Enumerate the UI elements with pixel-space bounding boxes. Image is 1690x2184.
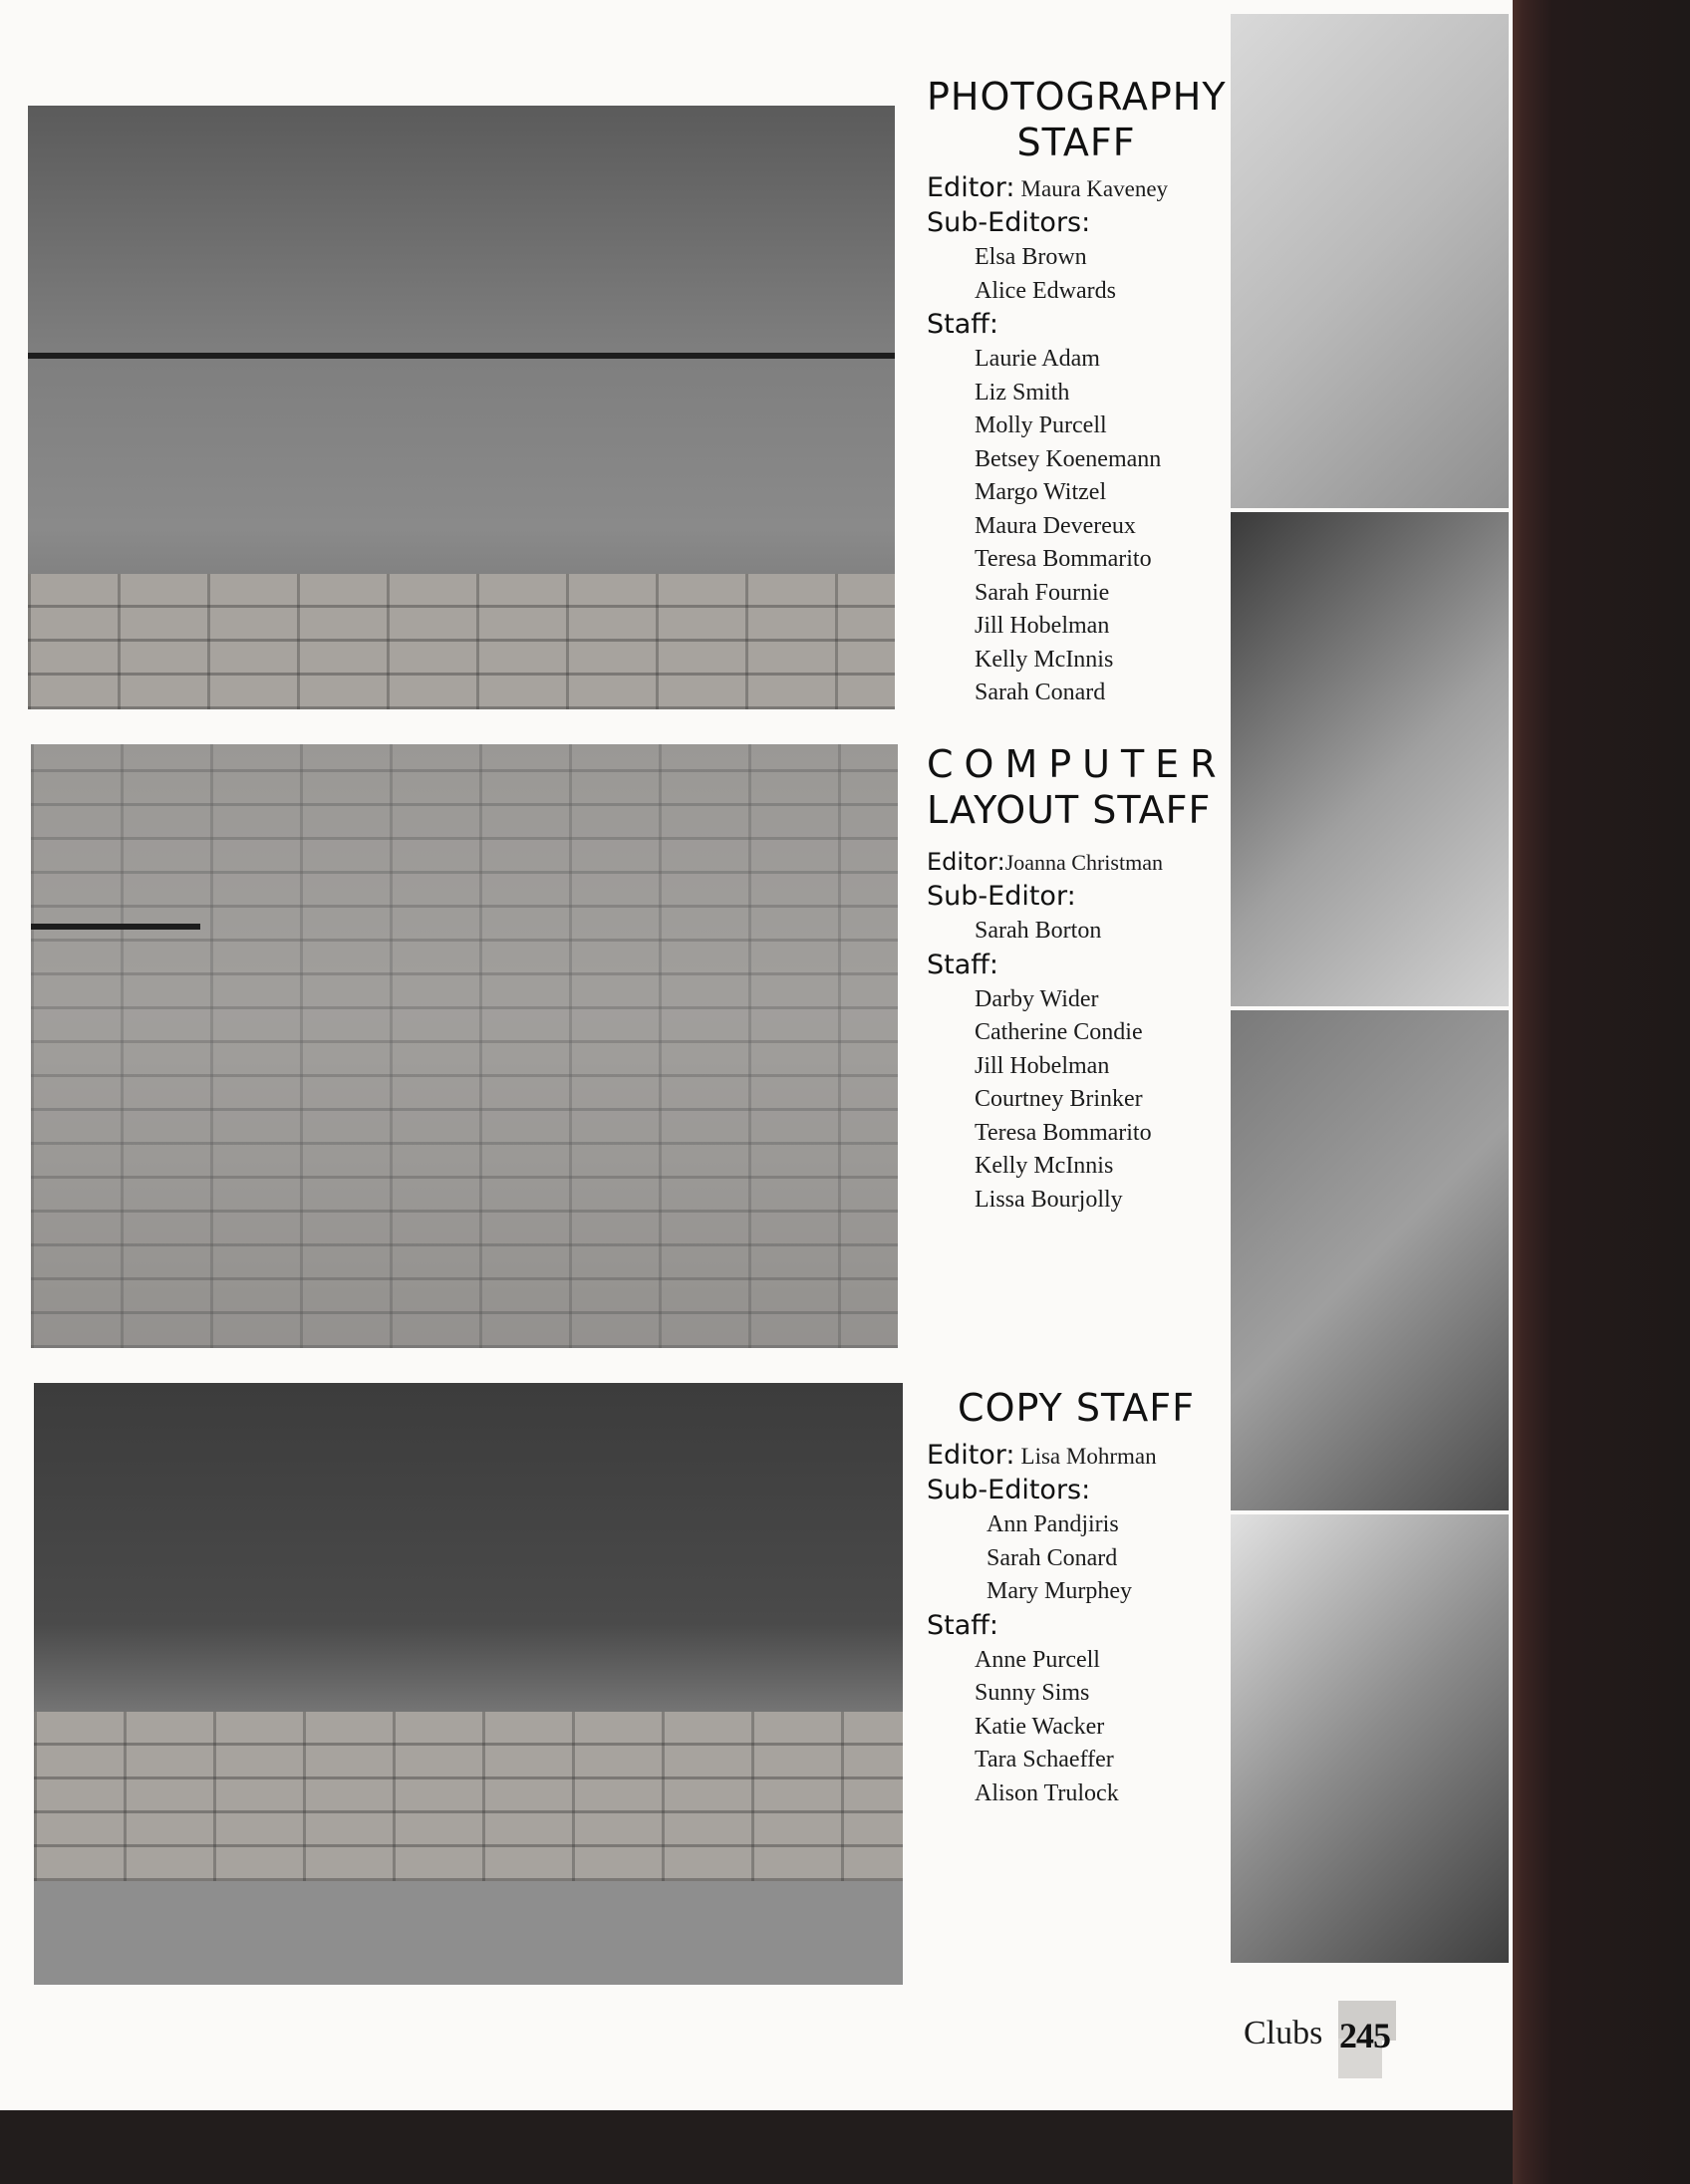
list-item: Teresa Bommarito <box>975 546 1152 572</box>
book-spine <box>1513 0 1690 2184</box>
list-item: Betsey Koenemann <box>975 445 1162 472</box>
list-item: Kelly McInnis <box>975 646 1114 673</box>
staff-label: Staff: <box>927 309 998 340</box>
staff-line <box>927 949 1226 983</box>
section-label: Clubs <box>1244 2015 1323 2051</box>
photography-staff-group-photo <box>28 106 895 709</box>
list-item: Molly Purcell <box>975 412 1107 438</box>
heading-line: COMPUTER <box>927 742 1228 786</box>
section-heading <box>927 741 1226 833</box>
list-item: Courtney Brinker <box>975 1086 1143 1112</box>
copy-staff-group-photo <box>34 1383 903 1985</box>
staff-list <box>927 343 1226 710</box>
list-item: Sarah Fournie <box>975 579 1110 606</box>
sub-editors-label: Sub-Editors: <box>927 207 1091 238</box>
candid-photo-3 <box>1231 1010 1509 1510</box>
editor-label: Editor: <box>927 172 1015 203</box>
computer-layout-staff-group-photo <box>31 744 898 1348</box>
heading-line: LAYOUT STAFF <box>927 788 1212 832</box>
page-number: 245 <box>1339 2016 1390 2055</box>
editor-name: Lisa Mohrman <box>1020 1444 1157 1469</box>
editor-label: Editor: <box>927 1440 1015 1471</box>
list-item: Catherine Condie <box>975 1019 1143 1045</box>
heading-line: COPY STAFF <box>958 1386 1195 1430</box>
heading-line: STAFF <box>1016 121 1136 164</box>
candid-photo-1 <box>1231 14 1509 508</box>
list-item: Anne Purcell <box>975 1646 1100 1673</box>
list-item: Ann Pandjiris <box>986 1511 1119 1537</box>
stone-wall-seat <box>34 1712 903 1881</box>
iron-railing <box>31 924 200 930</box>
list-item: Sarah Conard <box>975 680 1106 705</box>
list-item: Maura Devereux <box>975 512 1136 539</box>
computer-layout-staff-section <box>927 741 1226 1217</box>
sub-editor-line <box>927 880 1226 915</box>
staff-line <box>927 1609 1226 1644</box>
section-heading <box>927 1385 1226 1431</box>
staff-label: Staff: <box>927 1609 998 1641</box>
sub-editors-list <box>927 241 1226 308</box>
list-item: Mary Murphey <box>986 1578 1132 1604</box>
stone-steps <box>28 574 895 709</box>
list-item: Margo Witzel <box>975 479 1107 505</box>
list-item: Tara Schaeffer <box>975 1747 1114 1773</box>
staff-list <box>927 1644 1226 1811</box>
page-bottom-edge <box>0 2110 1513 2184</box>
list-item: Sarah Conard <box>986 1544 1118 1571</box>
list-item: Lissa Bourjolly <box>975 1186 1123 1213</box>
iron-railing <box>28 353 895 359</box>
copy-staff-section <box>927 1385 1226 1810</box>
sub-editors-list <box>927 915 1226 949</box>
stone-wall <box>31 744 898 1348</box>
editor-line <box>927 171 1226 206</box>
editor-label: Editor: <box>927 848 1005 876</box>
list-item: Sarah Borton <box>975 918 1102 944</box>
heading-line: PHOTOGRAPHY <box>927 75 1227 119</box>
candid-photo-4 <box>1231 1514 1509 1963</box>
list-item: Darby Wider <box>975 985 1099 1012</box>
section-heading <box>927 74 1226 165</box>
candid-photo-2 <box>1231 512 1509 1006</box>
list-item: Alison Trulock <box>975 1779 1119 1806</box>
lawn <box>34 1881 903 1985</box>
editor-name: Joanna Christman <box>1004 850 1163 875</box>
list-item: Alice Edwards <box>975 277 1116 304</box>
editor-line <box>927 845 1226 880</box>
list-item: Kelly McInnis <box>975 1153 1114 1179</box>
editor-line <box>927 1439 1226 1474</box>
sub-editors-line <box>927 206 1226 241</box>
editor-name: Maura Kaveney <box>1020 176 1169 201</box>
sub-editors-list <box>927 1508 1226 1609</box>
sub-editors-label: Sub-Editors: <box>927 1475 1091 1505</box>
sub-editor-label: Sub-Editor: <box>927 881 1076 912</box>
staff-list <box>927 983 1226 1218</box>
list-item: Jill Hobelman <box>975 1052 1110 1079</box>
staff-label: Staff: <box>927 949 998 980</box>
list-item: Laurie Adam <box>975 346 1100 372</box>
sub-editors-line <box>927 1474 1226 1508</box>
list-item: Liz Smith <box>975 379 1070 406</box>
list-item: Sunny Sims <box>975 1680 1090 1706</box>
staff-line <box>927 308 1226 343</box>
list-item: Teresa Bommarito <box>975 1119 1152 1146</box>
list-item: Katie Wacker <box>975 1713 1105 1740</box>
list-item: Elsa Brown <box>975 244 1087 270</box>
list-item: Jill Hobelman <box>975 613 1110 639</box>
photography-staff-section <box>927 74 1226 710</box>
